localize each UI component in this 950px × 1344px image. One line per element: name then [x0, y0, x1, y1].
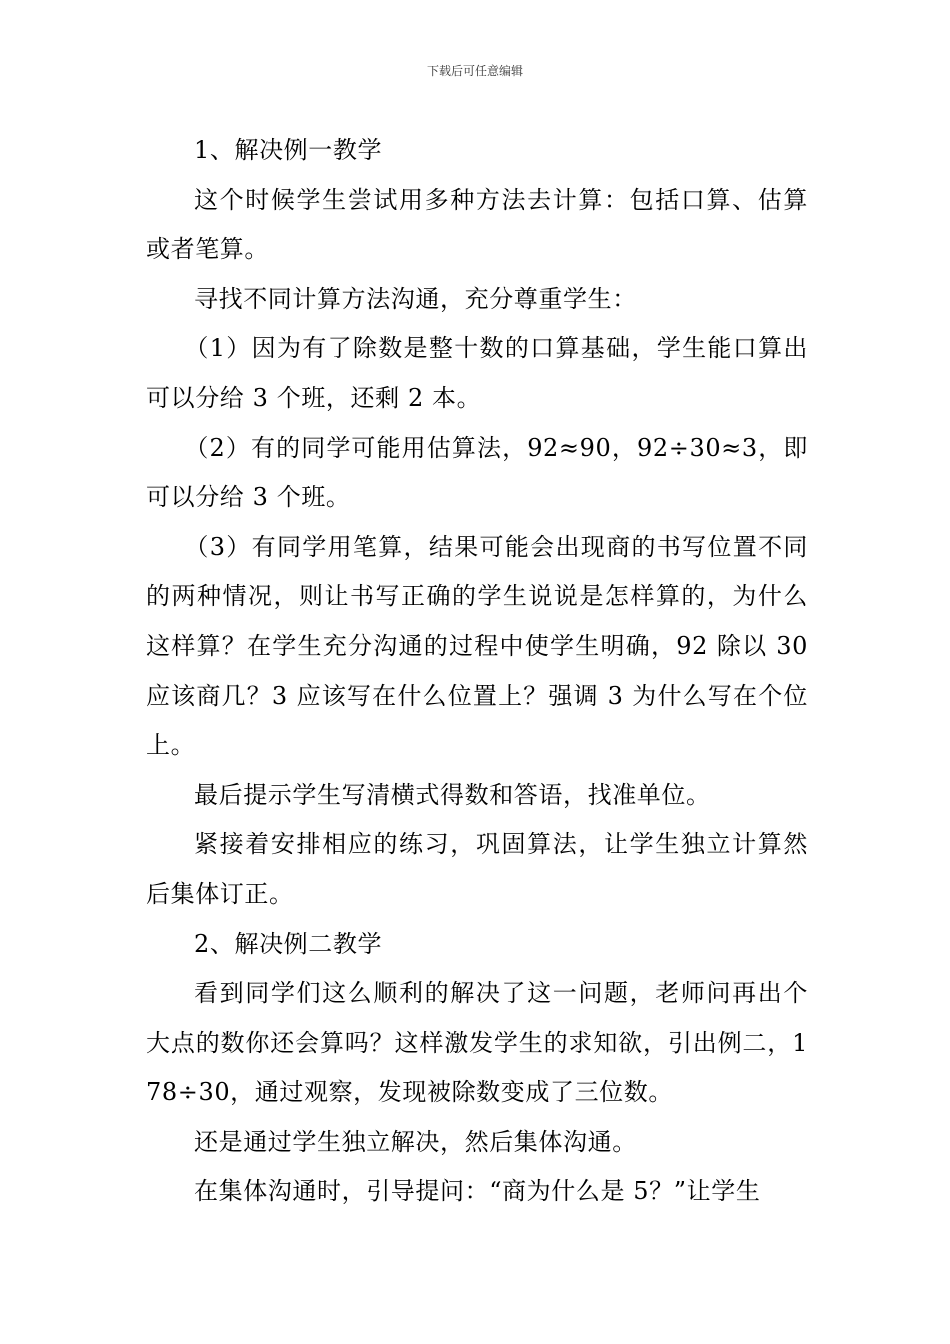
paragraph: 这个时候学生尝试用多种方法去计算：包括口算、估算或者笔算。	[146, 185, 808, 264]
section-heading-1: 1、解决例一教学	[194, 136, 383, 164]
document-body	[146, 126, 808, 1217]
paragraph: 在集体沟通时，引导提问：“商为什么是 5？”让学生	[194, 1177, 761, 1206]
paragraph: 寻找不同计算方法沟通，充分尊重学生：	[194, 284, 637, 313]
paragraph: 紧接着安排相应的练习，巩固算法，让学生独立计算然后集体订正。	[146, 830, 808, 908]
section-heading-2: 2、解决例二教学	[194, 929, 383, 958]
paragraph-item-1: （1）因为有了除数是整十数的口算基础，学生能口算出可以分给 3 个班，还剩 2 本。	[146, 334, 808, 412]
paragraph: 还是通过学生独立解决，然后集体沟通。	[194, 1127, 637, 1156]
paragraph: 看到同学们这么顺利的解决了这一问题，老师问再出个大点的数你还会算吗？这样激发学生的求知欲，引出例二，178÷30，通过观察，发现被除数变成了三位数。	[146, 979, 808, 1107]
page-header: 下载后可任意编辑	[426, 64, 523, 78]
paragraph: 最后提示学生写清横式得数和答语，找准单位。	[194, 780, 711, 809]
paragraph-item-3: （3）有同学用笔算，结果可能会出现商的书写位置不同的两种情况，则让书写正确的学生说说是怎样算的，为什么这样算？在学生充分沟通的过程中使学生明确，92 除以 30 应该商几？3 应该写在什么位置上？强调 3 为什么写在个位上。	[146, 532, 808, 760]
paragraph-item-2: （2）有的同学可能用估算法，92≈90，92÷30≈3，即可以分给 3 个班。	[146, 433, 808, 512]
